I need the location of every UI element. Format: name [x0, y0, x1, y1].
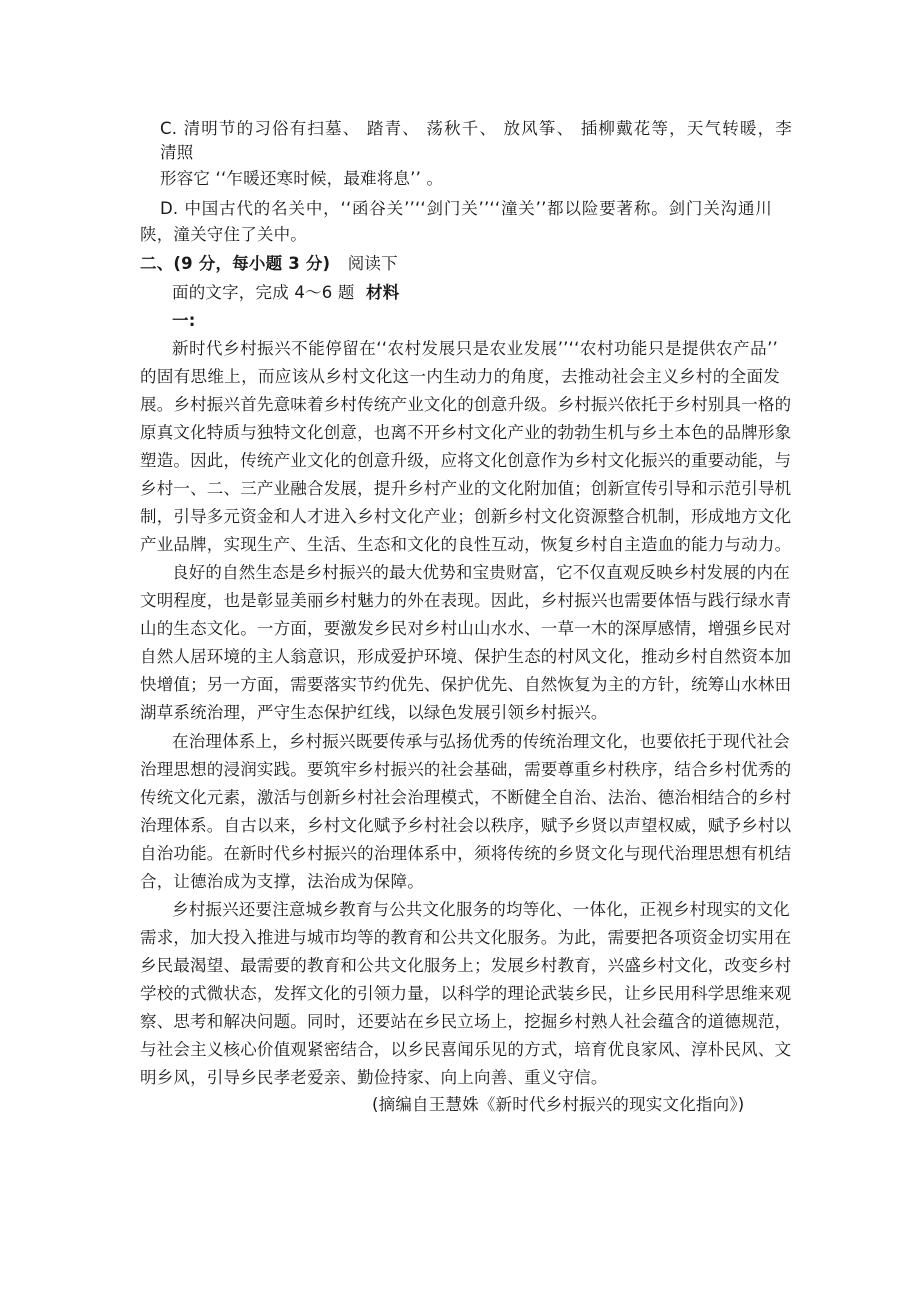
material-number: 一: [172, 311, 196, 330]
para-2-line-3: 山的生态文化。一方面，要激发乡民对乡村山山水水、一草一木的深厚感情，增强乡民对 [140, 619, 792, 638]
para-4-line-6: 与社会主义核心价值观紧密结合，以乡民喜闻乐见的方式，培育优良家风、淳朴民风、文 [140, 1040, 792, 1059]
source-attribution: (摘编自王慧姝《新时代乡村振兴的现实文化指向》) [372, 1095, 745, 1114]
para-3-line-3: 传统文化元素，激活与创新乡村社会治理模式，不断健全自治、法治、德治相结合的乡村 [140, 788, 792, 807]
option-c-line-3: 形容它 ‘‘乍暖还寒时候，最难将息’’ 。 [160, 169, 444, 188]
para-1-line-6: 乡村一、二、三产业融合发展，提升乡村产业的文化附加值；创新宣传引导和示范引导机 [140, 479, 792, 498]
para-1-line-4: 原真文化特质与独特文化创意，也离不开乡村文化产业的勃勃生机与乡土本色的品牌形象 [140, 423, 792, 442]
para-1-line-2: 的固有思维上，而应该从乡村文化这一内生动力的角度，去推动社会主义乡村的全面发 [140, 367, 780, 386]
section-heading-bold: 二、(9 分，每小题 3 分) [140, 254, 331, 273]
para-3-line-5: 自治功能。在新时代乡村振兴的治理体系中，须将传统的乡贤文化与现代治理思想有机结 [140, 844, 792, 863]
para-2-line-2: 文明程度，也是彰显美丽乡村魅力的外在表现。因此，乡村振兴也需要体悟与践行绿水青 [140, 591, 792, 610]
material-label: 材料 [366, 283, 400, 302]
option-d-line-2: 陕，潼关守住了关中。 [140, 225, 307, 244]
para-3-line-2: 治理思想的浸润实践。要筑牢乡村振兴的社会基础，需要尊重乡村秩序，结合乡村优秀的 [140, 760, 792, 779]
section-instruction-text: 面的文字，完成 4～6 题 [172, 283, 355, 302]
option-d-line-1: D. 中国古代的名关中，‘‘函谷关’’‘‘剑门关’’‘‘潼关’’都以险要著称。剑门关沟通川 [160, 199, 772, 218]
para-1-line-1: 新时代乡村振兴不能停留在‘‘农村发展只是农业发展’’‘‘农村功能只是提供农产品’’ [172, 339, 778, 358]
para-2-line-1: 良好的自然生态是乡村振兴的最大优势和宝贵财富，它不仅直观反映乡村发展的内在 [172, 563, 790, 582]
para-3-line-1: 在治理体系上，乡村振兴既要传承与弘扬优秀的传统治理文化，也要依托于现代社会 [172, 732, 790, 751]
para-1-line-8: 产业品牌，实现生产、生活、生态和文化的良性互动，恢复乡村自主造血的能力与动力。 [140, 535, 792, 554]
para-2-line-5: 快增值；另一方面，需要落实节约优先、保护优先、自然恢复为主的方针，统筹山水林田 [140, 675, 792, 694]
para-1-line-3: 展。乡村振兴首先意味着乡村传统产业文化的创意升级。乡村振兴依托于乡村别具一格的 [140, 395, 792, 414]
section-instruction [172, 282, 399, 304]
section-heading-rest: 阅读下 [347, 254, 398, 273]
para-2-line-6: 湖草系统治理，严守生态保护红线，以绿色发展引领乡村振兴。 [140, 703, 608, 722]
para-4-line-2: 需求，加大投入推进与城市均等的教育和公共文化服务。为此，需要把各项资金切实用在 [140, 928, 792, 947]
para-4-line-4: 学校的式微状态，发挥文化的引领力量，以科学的理论武装乡民，让乡民用科学思维来观 [140, 984, 792, 1003]
section-heading [140, 253, 398, 275]
para-4-line-1: 乡村振兴还要注意城乡教育与公共文化服务的均等化、一体化，正视乡村现实的文化 [172, 900, 790, 919]
para-1-line-5: 塑造。因此，传统产业文化的创意升级，应将文化创意作为乡村文化振兴的重要动能，与 [140, 451, 792, 470]
option-c-line-1: C. 清明节的习俗有扫墓、 踏青、 荡秋千、 放风筝、 插柳戴花等，天气转暖，李 [160, 119, 792, 138]
para-2-line-4: 自然人居环境的主人翁意识，形成爱护环境、保护生态的村风文化，推动乡村自然资本加 [140, 647, 792, 666]
para-3-line-6: 合，让德治成为支撑，法治成为保障。 [140, 872, 424, 891]
para-4-line-3: 乡民最渴望、最需要的教育和公共文化服务上；发展乡村教育，兴盛乡村文化，改变乡村 [140, 956, 792, 975]
option-c-line-2: 清照 [160, 143, 194, 162]
para-3-line-4: 治理体系。自古以来，乡村文化赋予乡村社会以秩序，赋予乡贤以声望权威，赋予乡村以 [140, 816, 792, 835]
para-1-line-7: 制，引导多元资金和人才进入乡村文化产业；创新乡村文化资源整合机制，形成地方文化 [140, 507, 792, 526]
para-4-line-5: 察、思考和解决问题。同时，还要站在乡民立场上，挖掘乡村熟人社会蕴含的道德规范， [140, 1012, 792, 1031]
para-4-line-7: 明乡风，引导乡民孝老爱亲、勤俭持家、向上向善、重义守信。 [140, 1068, 608, 1087]
